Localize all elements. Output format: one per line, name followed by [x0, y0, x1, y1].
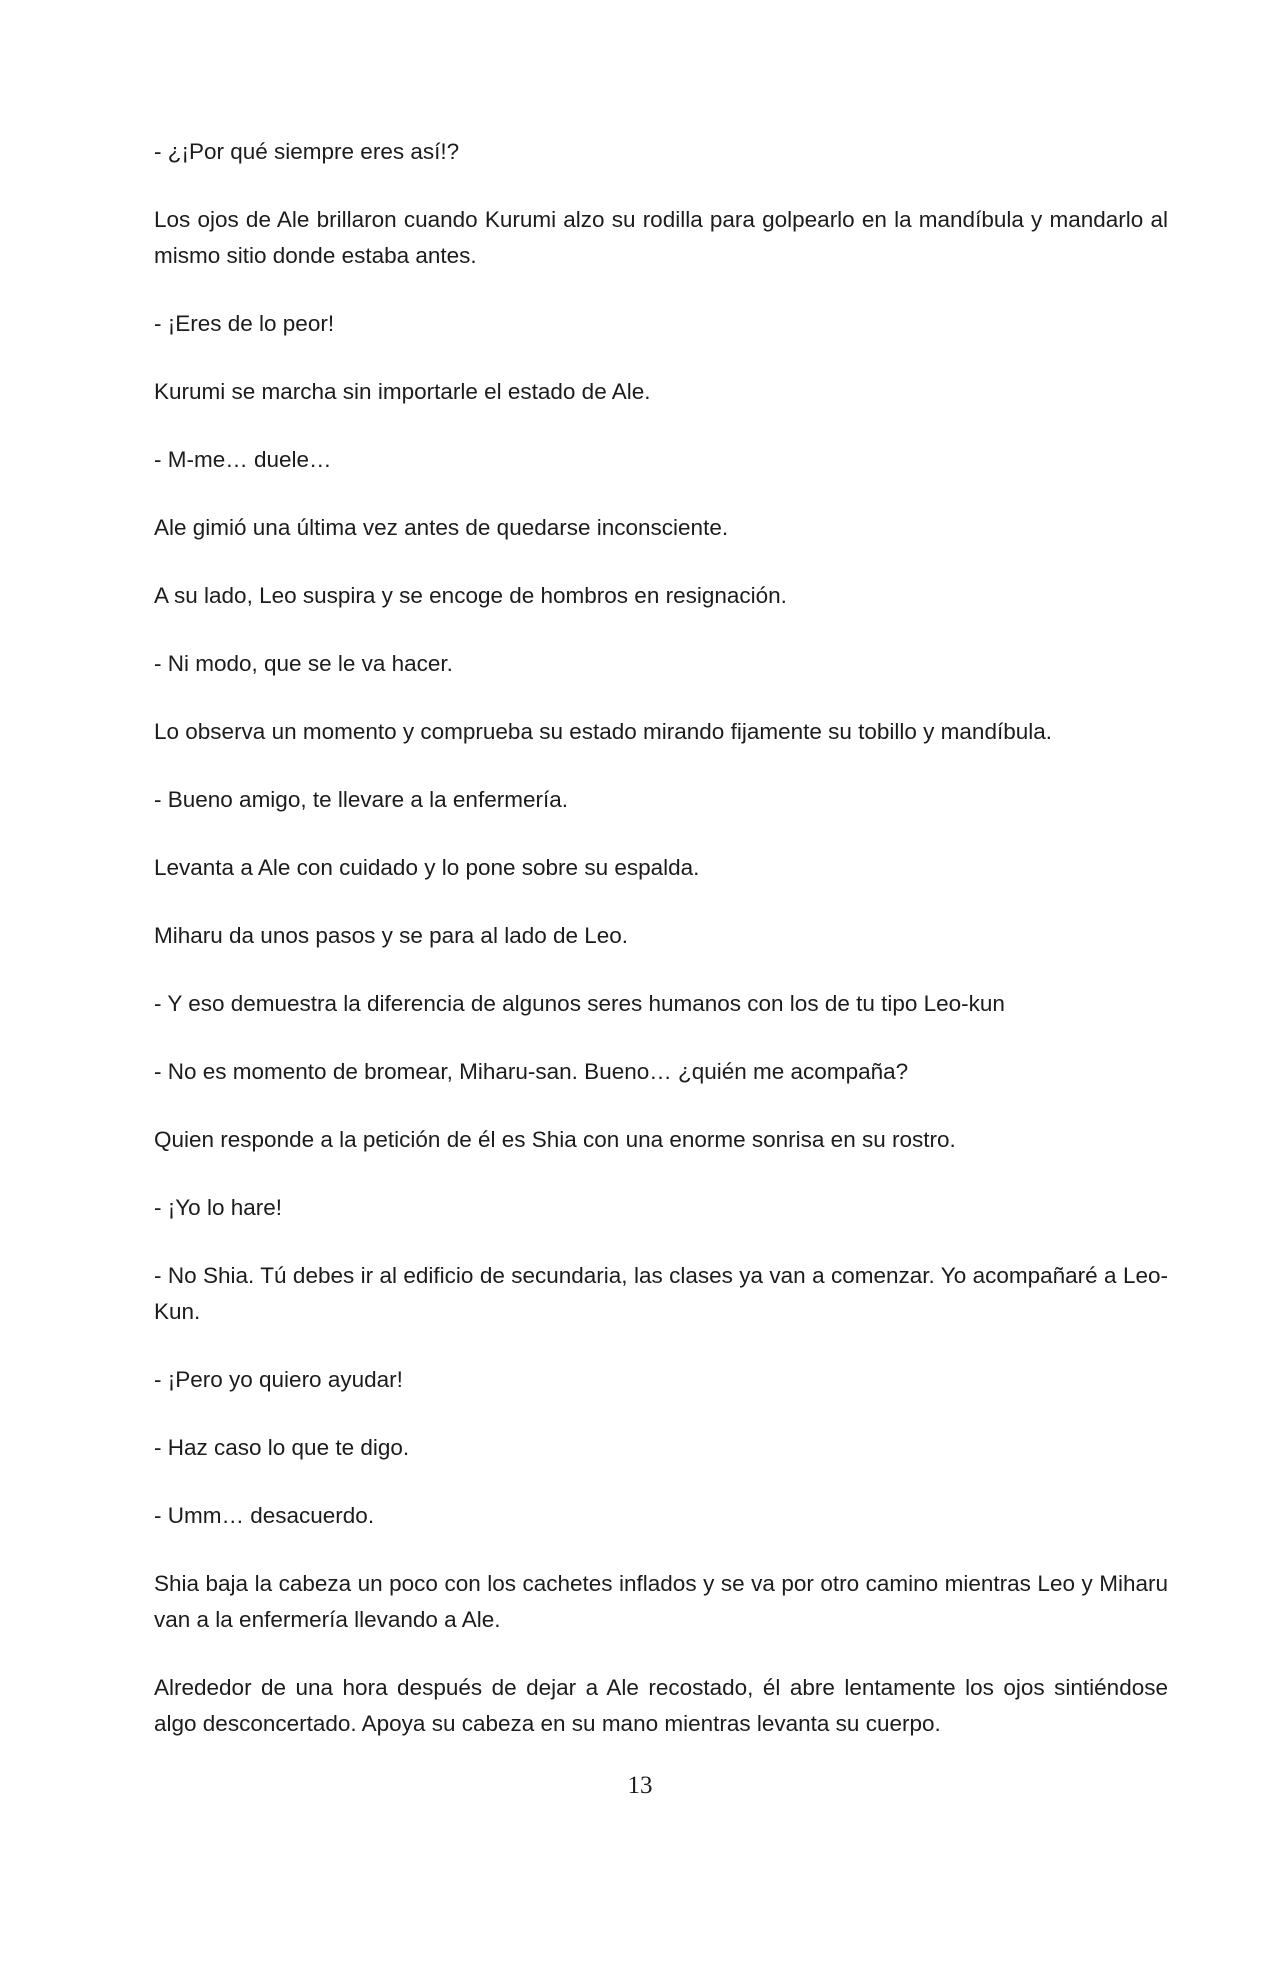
paragraph-1: - ¿¡Por qué siempre eres así!? — [154, 139, 460, 164]
paragraph-16: - ¡Yo lo hare! — [154, 1195, 282, 1220]
paragraph-6: Ale gimió una última vez antes de quedarse inconsciente. — [154, 515, 729, 540]
paragraph-12: Miharu da unos pasos y se para al lado de Leo. — [154, 923, 629, 948]
paragraph-10: - Bueno amigo, te llevare a la enfermería. — [154, 787, 568, 812]
paragraph-13: - Y eso demuestra la diferencia de algunos seres humanos con los de tu tipo Leo-kun — [154, 991, 1005, 1016]
paragraph-17: - No Shia. Tú debes ir al edificio de secundaria, las clases ya van a comenzar. Yo acompañaré a Leo-Kun. — [154, 1263, 1168, 1324]
paragraph-14: - No es momento de bromear, Miharu-san. Bueno… ¿quién me acompaña? — [154, 1059, 909, 1084]
paragraph-15: Quien responde a la petición de él es Shia con una enorme sonrisa en su rostro. — [154, 1127, 956, 1152]
paragraph-8: - Ni modo, que se le va hacer. — [154, 651, 453, 676]
paragraph-5: - M-me… duele… — [154, 447, 332, 472]
paragraph-22: Alrededor de una hora después de dejar a Ale recostado, él abre lentamente los ojos sintiéndose algo desconcertado. Apoya su cabeza en su mano mientras levanta su cuerpo. — [154, 1675, 1168, 1736]
page-number: 13 — [627, 1772, 653, 1799]
paragraph-4: Kurumi se marcha sin importarle el estado de Ale. — [154, 379, 651, 404]
body-text — [154, 134, 1168, 1774]
paragraph-2: Los ojos de Ale brillaron cuando Kurumi alzo su rodilla para golpearlo en la mandíbula y mandarlo al mismo sitio donde estaba antes. — [154, 207, 1168, 268]
paragraph-21: Shia baja la cabeza un poco con los cachetes inflados y se va por otro camino mientras Leo y Miharu van a la enfermería llevando a Ale. — [154, 1571, 1168, 1632]
paragraph-11: Levanta a Ale con cuidado y lo pone sobre su espalda. — [154, 855, 700, 880]
paragraph-19: - Haz caso lo que te digo. — [154, 1435, 410, 1460]
paragraph-20: - Umm… desacuerdo. — [154, 1503, 375, 1528]
paragraph-3: - ¡Eres de lo peor! — [154, 311, 335, 336]
paragraph-18: - ¡Pero yo quiero ayudar! — [154, 1367, 403, 1392]
paragraph-7: A su lado, Leo suspira y se encoge de hombros en resignación. — [154, 583, 787, 608]
paragraph-9: Lo observa un momento y comprueba su estado mirando fijamente su tobillo y mandíbula. — [154, 719, 1053, 744]
